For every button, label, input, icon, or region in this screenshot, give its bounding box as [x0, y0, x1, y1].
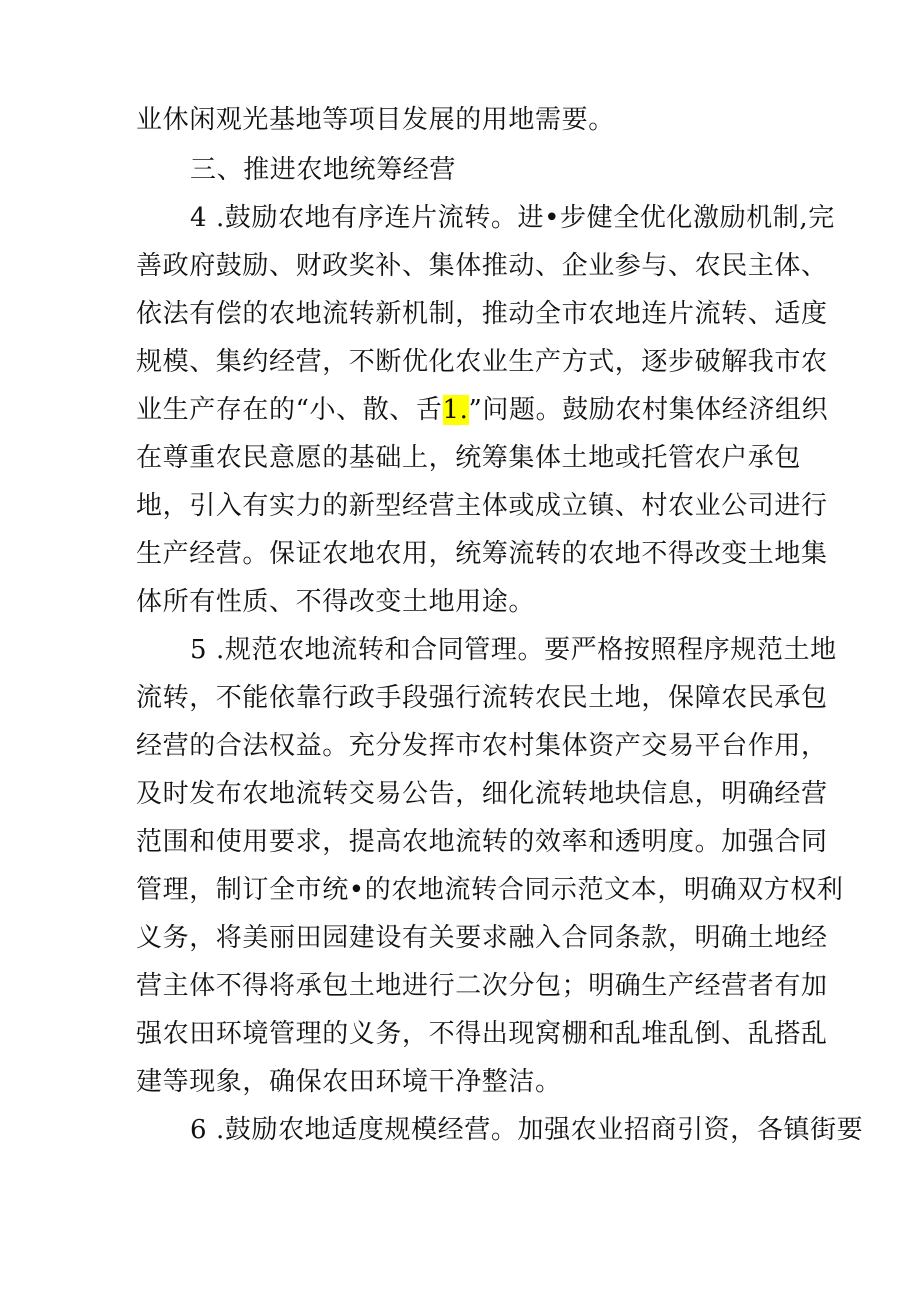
line-text-before: 业生产存在的“小、散、舌	[136, 395, 443, 425]
paragraph-5-line-2: 流转，不能依靠行政手段强行流转农民土地，保障农民承包	[136, 683, 828, 713]
paragraph-5-line-8: 营主体不得将承包土地进行二次分包；明确生产经营者有加	[136, 971, 828, 1001]
section-heading: 三、推进农地统筹经营	[190, 155, 457, 185]
paragraph-4-line-2: 善政府鼓励、财政奖补、集体推动、企业参与、农民主体、	[136, 251, 828, 281]
paragraph-4-line-1: 4 .鼓励农地有序连片流转。进•步健全优化激励机制,完	[190, 203, 835, 233]
paragraph-5-line-9: 强农田环境管理的义务，不得出现窝棚和乱堆乱倒、乱搭乱	[136, 1019, 828, 1049]
paragraph-5-line-6: 管理，制订全市统•的农地流转合同示范文本，明确双方权利	[136, 875, 844, 905]
paragraph-5-line-4: 及时发布农地流转交易公告，细化流转地块信息，明确经营	[136, 779, 828, 809]
paragraph-4-line-5	[136, 394, 828, 426]
paragraph-5-line-10: 建等现象，确保农田环境干净整洁。	[136, 1067, 562, 1097]
paragraph-4-line-9: 体所有性质、不得改变土地用途。	[136, 587, 536, 617]
paragraph-5-line-3: 经营的合法权益。充分发挥市农村集体资产交易平台作用，	[136, 731, 828, 761]
paragraph-4-line-4: 规模、集约经营，不断优化农业生产方式，逐步破解我市农	[136, 347, 828, 377]
highlighted-text: 1.	[442, 395, 469, 425]
paragraph-6-line-1: 6 .鼓励农地适度规模经营。加强农业招商引资，各镇街要	[190, 1115, 864, 1145]
paragraph-5-line-5: 范围和使用要求，提高农地流转的效率和透明度。加强合同	[136, 827, 828, 857]
line-text-after: ”问题。鼓励农村集体经济组织	[468, 395, 829, 425]
paragraph-4-line-6: 在尊重农民意愿的基础上，统筹集体土地或托管农户承包	[136, 443, 802, 473]
paragraph-4-line-3: 依法有偿的农地流转新机制，推动全市农地连片流转、适度	[136, 299, 828, 329]
paragraph-4-line-8: 生产经营。保证农地农用，统筹流转的农地不得改变土地集	[136, 539, 828, 569]
paragraph-5-line-1: 5 .规范农地流转和合同管理。要严格按照程序规范土地	[190, 635, 837, 665]
paragraph-5-line-7: 义务，将美丽田园建设有关要求融入合同条款，明确土地经	[136, 923, 828, 953]
paragraph-4-line-7: 地，引入有实力的新型经营主体或成立镇、村农业公司进行	[136, 491, 828, 521]
text-line-1: 业休闲观光基地等项目发展的用地需要。	[136, 105, 615, 135]
